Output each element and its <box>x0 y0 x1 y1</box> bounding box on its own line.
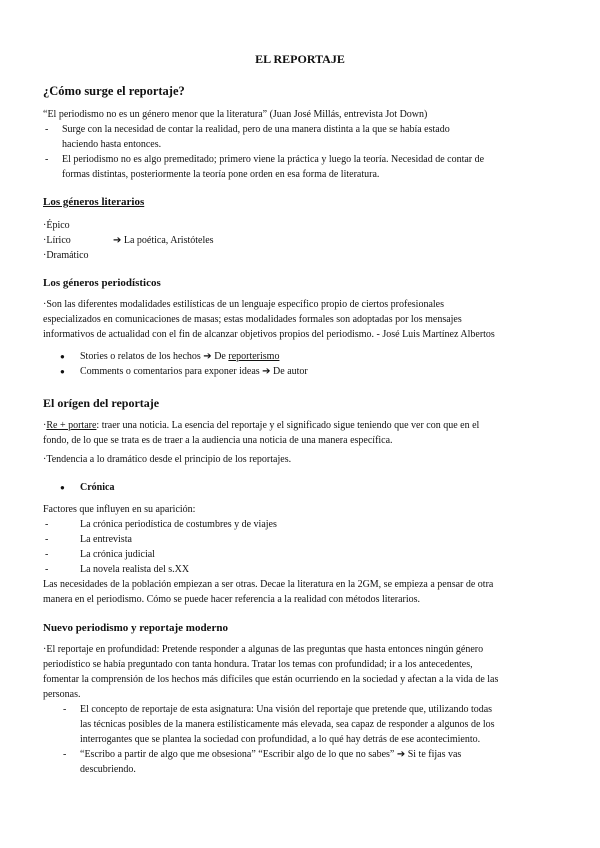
re-portare-term: Re + portare <box>46 420 97 431</box>
lirico-note: ➔ La poética, Aristóteles <box>113 235 214 246</box>
paragraph-line: ·Son las diferentes modalidades estilísticas de un lenguaje específico propio de ciertos profesionales <box>43 299 444 310</box>
bullet-marker: ● <box>60 352 65 361</box>
list-item-text: La entrevista <box>80 534 132 545</box>
list-item <box>45 532 558 547</box>
genre-epico: ·Épico <box>43 220 70 231</box>
dash-marker: - <box>45 534 49 545</box>
dash-marker: - <box>45 549 49 560</box>
paragraph-line: fomentar la comprensión de los hechos más difíciles que están ocurriendo en la sociedad y afectan a la vida de las <box>43 674 499 685</box>
document-title: EL REPORTAJE <box>255 52 345 66</box>
list-item-line: El periodismo no es algo premeditado; primero viene la práctica y luego la teoría. Necesidad de contar de <box>62 154 485 165</box>
dash-marker: - <box>45 519 49 530</box>
list-item-line: “Escribo a partir de algo que me obsesiona” “Escribir algo de lo que no sabes” ➔ Si te fijas vas <box>80 749 462 760</box>
paragraph-line: manera en el periodismo. Cómo se puede hacer referencia a la realidad con métodos literarios. <box>43 594 421 605</box>
list-item-line: Surge con la necesidad de contar la realidad, pero de una manera distinta a la que se había estado <box>62 124 450 135</box>
list-item <box>63 747 558 777</box>
quote-millas: “El periodismo no es un género menor que la literatura” (Juan José Millás, entrevista Jot Down) <box>43 109 428 120</box>
paragraph-profundidad <box>43 642 558 702</box>
list-item-line: El concepto de reportaje de esta asignatura: Una visión del reportaje que pretende que, utilizando todas <box>80 704 493 715</box>
bullet-text: Stories o relatos de los hechos ➔ De <box>80 351 229 362</box>
paragraph-re-portare <box>43 418 558 448</box>
list-item <box>63 702 558 747</box>
bullet-dot: · <box>43 420 47 431</box>
list-item <box>45 517 558 532</box>
paragraph-line: periodístico se había preguntado con tanta hondura. Tratar los temas con profundidad; ir a los antecedentes, <box>43 659 473 670</box>
heading-generos-periodisticos: Los géneros periodísticos <box>43 277 161 289</box>
genre-dramatico: ·Dramático <box>43 250 89 261</box>
list-item <box>45 152 558 182</box>
paragraph-line: especializados en comunicaciones de masas; estas modalidades formales son adoptadas por los mensajes <box>43 314 462 325</box>
list-item-line: las técnicas posibles de la manera estilísticamente más elevada, sea capaz de responder a algunos de los <box>80 719 495 730</box>
bullet-marker: ● <box>60 483 65 492</box>
paragraph-line: ·El reportaje en profundidad: Pretende responder a algunas de las preguntas que hasta entonces ningún género <box>43 644 484 655</box>
heading-nuevo-periodismo: Nuevo periodismo y reportaje moderno <box>43 622 228 634</box>
bullet-text: Comments o comentarios para exponer ideas ➔ De autor <box>80 366 308 377</box>
paragraph-line: informativos de actualidad con el fin de alcanzar objetivos propios del periodismo. - José Luis Martínez Albertos <box>43 329 495 340</box>
heading-generos-literarios: Los géneros literarios <box>43 196 145 208</box>
dash-marker: - <box>63 749 67 760</box>
list-item-line: formas distintas, posteriormente la teoría pone orden en esa forma de literatura. <box>62 169 380 180</box>
heading-como-surge: ¿Cómo surge el reportaje? <box>43 84 185 98</box>
genre-lirico: ·Lírico <box>43 235 71 246</box>
dash-marker: - <box>63 704 67 715</box>
paragraph-text: : traer una noticia. La esencia del reportaje y el significado sigue teniendo que ver con que en el <box>96 420 480 431</box>
paragraph-definicion <box>43 297 558 342</box>
list-item <box>45 547 558 562</box>
list-item <box>45 122 558 152</box>
factores-label: Factores que influyen en su aparición: <box>43 504 196 515</box>
paragraph-line: fondo, de lo que se trata es de traer a la audiencia una noticia de una manera específica. <box>43 435 393 446</box>
reporterismo-link[interactable]: reporterismo <box>228 351 280 362</box>
paragraph-line: personas. <box>43 689 81 700</box>
bullet-marker: ● <box>60 367 65 376</box>
heading-origen: El orígen del reportaje <box>43 396 160 410</box>
dash-marker: - <box>45 564 49 575</box>
dash-marker: - <box>45 124 49 135</box>
list-item-line: descubriendo. <box>80 764 136 775</box>
list-item <box>45 562 558 577</box>
paragraph-line: Las necesidades de la población empiezan a ser otras. Decae la literatura en la 2GM, se empieza a pensar de otra <box>43 579 494 590</box>
cronica-label: Crónica <box>80 482 115 493</box>
list-item-text: La crónica judicial <box>80 549 155 560</box>
list-item-line: interrogantes que se plantea la sociedad con profundidad, a lo qué hay detrás de ese acontecimiento. <box>80 734 481 745</box>
list-item-text: La novela realista del s.XX <box>80 564 190 575</box>
dash-marker: - <box>45 154 49 165</box>
paragraph-tendencia: ·Tendencia a lo dramático desde el principio de los reportajes. <box>43 454 292 465</box>
list-item-text: La crónica periodística de costumbres y de viajes <box>80 519 277 530</box>
paragraph-necesidades <box>43 577 558 607</box>
list-item-line: haciendo hasta entonces. <box>62 139 162 150</box>
